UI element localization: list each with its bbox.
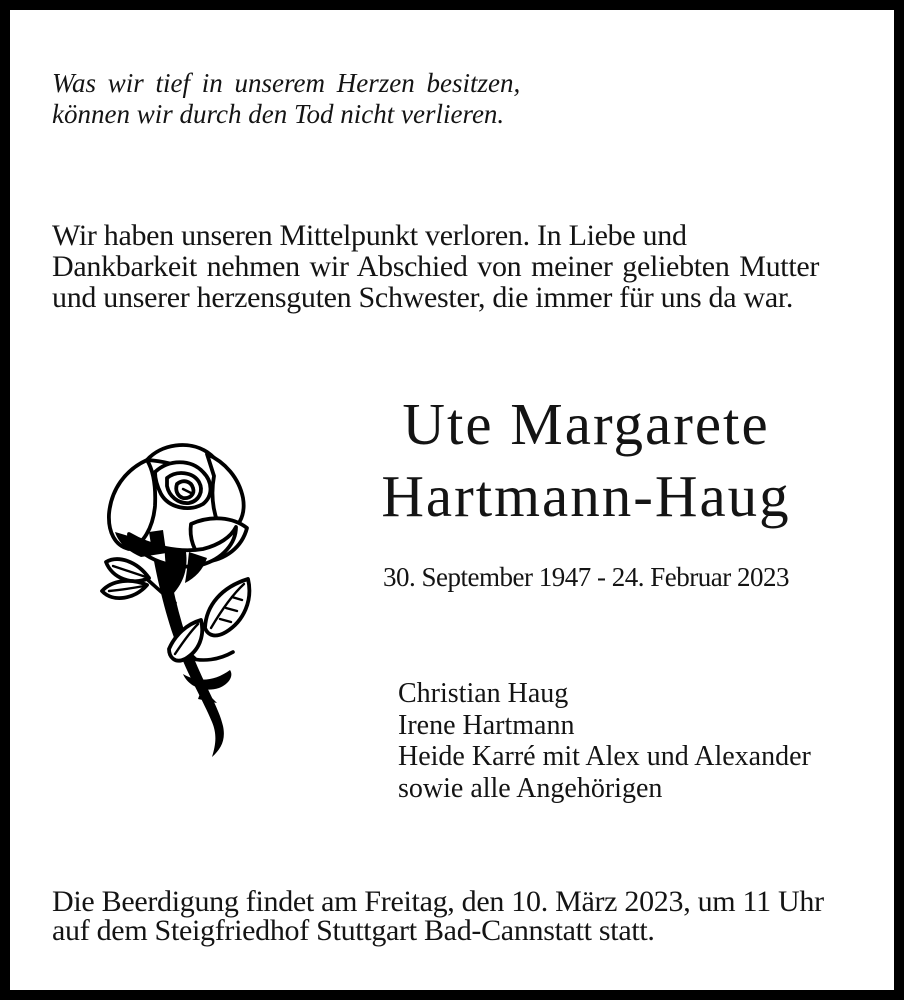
deceased-dates: 30. September 1947 - 24. Februar 2023	[383, 562, 789, 592]
announcement-paragraph	[52, 220, 819, 313]
rose-icon	[85, 428, 305, 758]
rose-illustration	[85, 428, 305, 758]
deceased-name-line-1: Ute Margarete	[402, 391, 770, 457]
funeral-line-1: Die Beerdigung findet am Freitag, den 10. März 2023, um 11 Uhr	[52, 885, 824, 918]
funeral-details	[52, 887, 824, 945]
mourner-line-4: sowie alle Angehörigen	[398, 772, 663, 804]
mourner-line-1: Christian Haug	[398, 678, 569, 709]
mourner-line-2: Irene Hartmann	[398, 709, 575, 741]
announcement-line-1: Wir haben unseren Mittelpunkt verloren. In Liebe und	[52, 219, 687, 252]
announcement-line-3: und unserer herzensguten Schwester, die immer für uns da war.	[52, 281, 794, 314]
epigraph-line-1: Was wir tief in unserem Herzen besitzen,	[52, 68, 521, 98]
deceased-block	[300, 388, 872, 592]
epigraph-quote	[52, 68, 520, 130]
mourner-line-3: Heide Karré mit Alex und Alexander	[398, 741, 811, 772]
funeral-line-2: auf dem Steigfriedhof Stuttgart Bad-Cannstatt statt.	[52, 914, 655, 947]
mourners-list	[398, 678, 811, 804]
announcement-line-2: Dankbarkeit nehmen wir Abschied von meiner geliebten Mutter	[52, 250, 820, 283]
epigraph-line-2: können wir durch den Tod nicht verlieren.	[52, 99, 505, 129]
deceased-name-line-2: Hartmann-Haug	[381, 463, 791, 529]
